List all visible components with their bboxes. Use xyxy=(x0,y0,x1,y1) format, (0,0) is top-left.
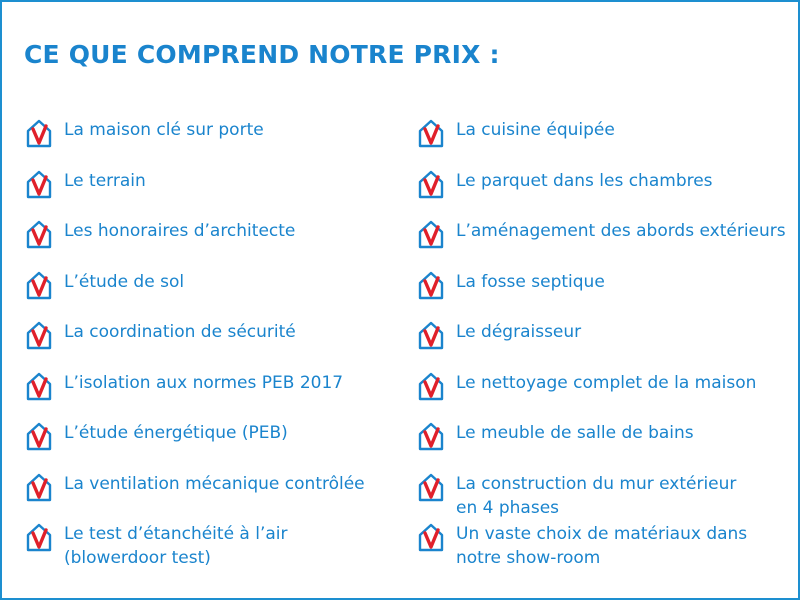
list-item-label: Le meuble de salle de bains xyxy=(456,423,694,443)
house-check-icon xyxy=(416,169,446,199)
house-check-icon xyxy=(24,421,54,451)
list-item-label: Le terrain xyxy=(64,170,146,191)
house-check-icon xyxy=(24,219,54,249)
list-item xyxy=(24,314,394,365)
house-check-icon xyxy=(24,270,54,300)
list-item-label: La construction du mur extérieur en 4 phases xyxy=(456,473,737,518)
included-items-left-column xyxy=(24,112,394,567)
list-item xyxy=(24,264,394,315)
list-item-label: Le parquet dans les chambres xyxy=(456,170,713,191)
list-item-label: Le nettoyage complet de la maison xyxy=(456,372,757,393)
list-item xyxy=(416,466,788,517)
house-check-icon xyxy=(24,472,54,502)
list-item xyxy=(24,163,394,214)
list-item-label: La ventilation mécanique contrôlée xyxy=(64,473,365,494)
included-items-right-column xyxy=(416,112,788,567)
list-item-label: L’étude énergétique (PEB) xyxy=(64,423,288,443)
list-item-label: La coordination de sécurité xyxy=(64,322,296,342)
list-item-label: Le test d’étanchéité à l’air (blowerdoor test) xyxy=(64,524,288,568)
list-item-label: Les honoraires d’architecte xyxy=(64,221,296,241)
list-item-label: L’aménagement des abords extérieurs xyxy=(456,221,786,241)
house-check-icon xyxy=(416,320,446,350)
list-item-label: La maison clé sur porte xyxy=(64,120,264,140)
list-item-label: L’étude de sol xyxy=(64,271,185,292)
list-item xyxy=(416,415,788,466)
list-item xyxy=(416,314,788,365)
list-item xyxy=(416,516,788,567)
house-check-icon xyxy=(24,371,54,401)
house-check-icon xyxy=(24,522,54,552)
list-item xyxy=(24,466,394,517)
house-check-icon xyxy=(416,219,446,249)
list-item xyxy=(416,112,788,163)
list-item xyxy=(24,415,394,466)
page-title: CE QUE COMPREND NOTRE PRIX : xyxy=(24,40,500,69)
list-item xyxy=(24,213,394,264)
house-check-icon xyxy=(416,522,446,552)
list-item xyxy=(416,163,788,214)
list-item xyxy=(416,264,788,315)
list-item xyxy=(24,112,394,163)
list-item-label: La fosse septique xyxy=(456,271,605,292)
house-check-icon xyxy=(416,118,446,148)
list-item xyxy=(24,365,394,416)
list-item-label: Un vaste choix de matériaux dans notre show-room xyxy=(456,524,748,568)
house-check-icon xyxy=(24,118,54,148)
list-item-label: Le dégraisseur xyxy=(456,322,582,342)
list-item-label: L’isolation aux normes PEB 2017 xyxy=(64,372,344,393)
list-item xyxy=(416,365,788,416)
house-check-icon xyxy=(24,320,54,350)
list-item-label: La cuisine équipée xyxy=(456,120,615,140)
house-check-icon xyxy=(416,270,446,300)
house-check-icon xyxy=(416,472,446,502)
house-check-icon xyxy=(24,169,54,199)
house-check-icon xyxy=(416,371,446,401)
list-item xyxy=(24,516,394,567)
list-item xyxy=(416,213,788,264)
house-check-icon xyxy=(416,421,446,451)
